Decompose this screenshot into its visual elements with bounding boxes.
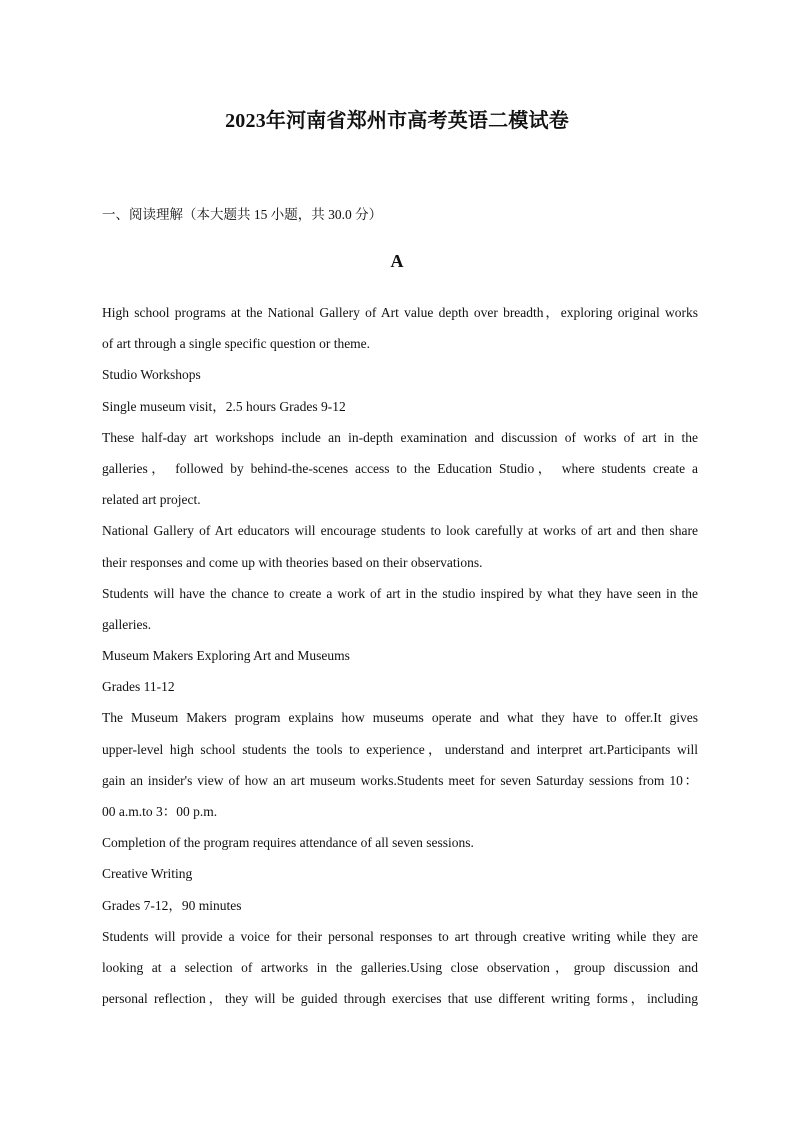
passage-line: National Gallery of Art educators will encourage students to look carefully at works of art and then share bbox=[102, 523, 698, 539]
document-title: 2023年河南省郑州市高考英语二模试卷 bbox=[225, 110, 569, 132]
passage-line: personal reflection，they will be guided through exercises that use different writing forms，including bbox=[102, 991, 698, 1007]
subheading-museum-makers: Museum Makers Exploring Art and Museums bbox=[102, 648, 350, 664]
passage-line: Grades 7-12，90 minutes bbox=[102, 897, 242, 913]
passage-line: upper-level high school students the tools to experience，understand and interpret art.Participants will bbox=[102, 741, 698, 757]
passage-line: of art through a single specific question or theme. bbox=[102, 336, 371, 352]
passage-line: These half-day art workshops include an in-depth examination and discussion of works of art in the bbox=[102, 429, 698, 445]
passage-line: galleries， followed by behind-the-scenes access to the Education Studio， where students create a bbox=[102, 460, 698, 476]
subheading-studio-workshops: Studio Workshops bbox=[102, 367, 201, 383]
passage-line: galleries. bbox=[102, 616, 152, 632]
passage-body bbox=[102, 297, 698, 1014]
passage-line: Single museum visit，2.5 hours Grades 9-12 bbox=[102, 398, 346, 414]
passage-line: 00 a.m.to 3：00 p.m. bbox=[102, 804, 218, 819]
passage-line: High school programs at the National Gallery of Art value depth over breadth，exploring original works bbox=[102, 305, 698, 320]
passage-line: The Museum Makers program explains how museums operate and what they have to offer.It gives bbox=[102, 710, 698, 726]
passage-line: looking at a selection of artworks in the galleries.Using close observation，group discussion and bbox=[102, 959, 698, 975]
subheading-creative-writing: Creative Writing bbox=[102, 866, 193, 882]
passage-line: their responses and come up with theories based on their observations. bbox=[102, 554, 483, 570]
section-header: 一、阅读理解（本大题共 15 小题，共 30.0 分） bbox=[102, 207, 383, 222]
passage-line: related art project. bbox=[102, 492, 201, 508]
passage-line: Grades 11-12 bbox=[102, 679, 175, 695]
passage-line: Students will provide a voice for their personal responses to art through creative writing while they are bbox=[102, 928, 698, 944]
passage-line: Students will have the chance to create a work of art in the studio inspired by what they have seen in the bbox=[102, 585, 698, 601]
passage-label: A bbox=[390, 251, 404, 271]
passage-line: gain an insider's view of how an art museum works.Students meet for seven Saturday sessions from 10： bbox=[102, 772, 698, 788]
passage-line: Completion of the program requires attendance of all seven sessions. bbox=[102, 835, 474, 851]
